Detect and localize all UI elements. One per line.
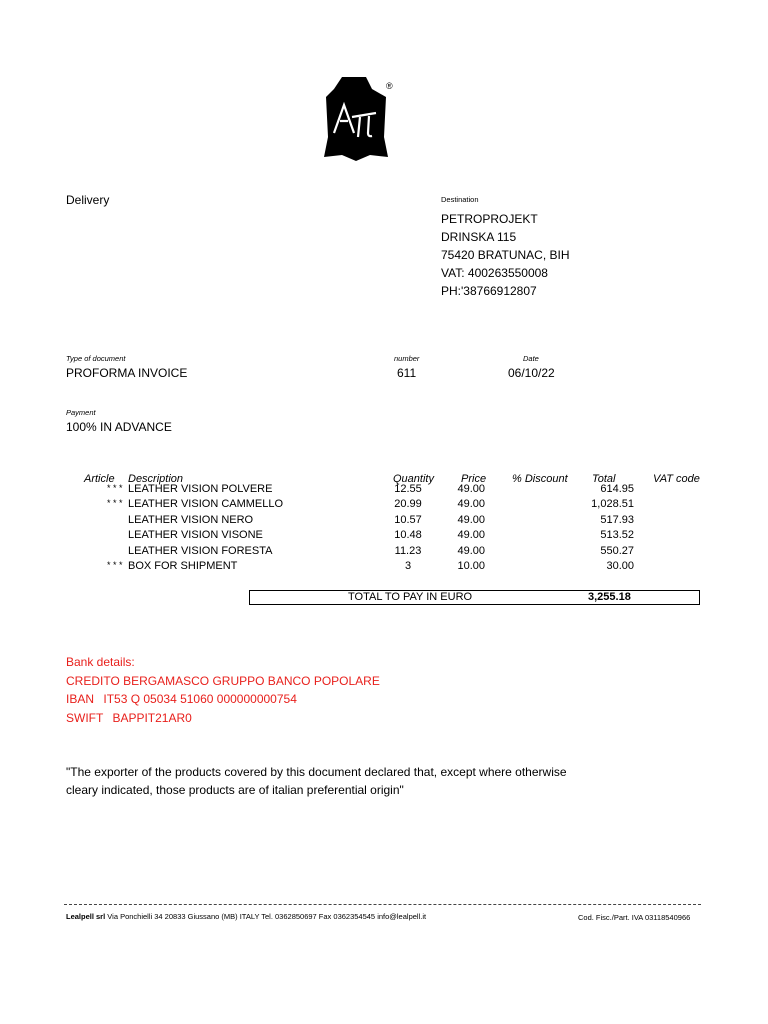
swift-value: BAPPIT21AR0 [112,710,192,725]
row-description: LEATHER VISION CAMMELLO [128,498,284,511]
header-description: Description [128,473,184,485]
row-quantity: 12.55 [394,483,422,495]
header-total: Total [592,473,616,485]
row-total: 1,028.51 [591,498,634,511]
row-price: 10.00 [457,559,485,572]
destination-line: 75420 BRATUNAC, BIH [441,248,570,262]
row-price: 49.00 [457,513,485,526]
document-number-value: 611 [397,366,417,380]
footer-company-info [66,912,426,921]
table-row [0,514,768,529]
header-quantity: Quantity [393,473,434,485]
bank-details [66,653,380,727]
table-row [0,483,768,498]
company-logo [322,75,398,163]
iban-label: IBAN [66,692,95,706]
table-row [0,529,768,544]
row-description: BOX FOR SHIPMENT [128,559,238,572]
bank-swift [66,709,380,728]
row-quantity: 10.57 [394,513,422,526]
document-type-label: Type of document [66,354,126,363]
row-total: 550.27 [600,544,634,557]
table-row [0,545,768,560]
destination-label: Destination [441,195,479,204]
row-description: LEATHER VISION NERO [128,513,254,526]
row-description: LEATHER VISION FORESTA [128,544,273,557]
destination-line: DRINSKA 115 [441,230,517,244]
declaration-line: cleary indicated, those products are of italian preferential origin" [66,783,404,797]
total-value: 3,255.18 [588,591,631,603]
registered-mark: ® [386,81,393,91]
iban-value: IT53 Q 05034 51060 000000000754 [103,692,297,706]
document-type-value: PROFORMA INVOICE [66,366,188,380]
row-article: * * * [107,498,123,509]
total-label: TOTAL TO PAY IN EURO [348,591,473,603]
table-row [0,560,768,575]
header-vat-code: VAT code [653,473,700,485]
table-row [0,498,768,513]
table-header [0,473,768,483]
header-price: Price [461,473,487,485]
swift-label: SWIFT [66,710,104,725]
row-article: * * * [107,483,123,493]
bank-name: CREDITO BERGAMASCO GRUPPO BANCO POPOLARE [66,673,380,688]
row-quantity: 11.23 [394,544,422,557]
row-price: 49.00 [457,498,485,511]
bank-iban [66,690,380,709]
header-article: Article [84,473,115,485]
row-quantity: 3 [404,559,412,572]
table-body [0,483,768,575]
destination-line: PETROPROJEKT [441,212,538,226]
document-date-value: 06/10/22 [508,366,555,380]
payment-value: 100% IN ADVANCE [66,420,172,434]
row-total: 513.52 [600,529,634,542]
origin-declaration [66,763,567,799]
row-article: * * * [107,559,123,570]
document-number-label: number [394,354,420,363]
row-description: LEATHER VISION VISONE [128,529,263,542]
row-quantity: 20.99 [394,498,422,511]
row-description: LEATHER VISION POLVERE [128,483,273,495]
footer-company: Lealpell srl [66,912,106,921]
footer-address: Via Ponchielli 34 20833 Giussano (MB) ITALY Tel. 0362850697 Fax 0362354545 info@lealpell.it [107,912,427,921]
payment-label: Payment [66,408,96,417]
declaration-line: "The exporter of the products covered by this document declared that, except where otherwise [66,765,567,779]
destination-line: VAT: 400263550008 [441,266,548,280]
row-price: 49.00 [457,544,485,557]
row-quantity: 10.48 [394,529,422,542]
row-total: 614.95 [600,483,634,495]
footer-fiscal-code: Cod. Fisc./Part. IVA 03118540966 [578,913,691,922]
row-price: 49.00 [457,483,485,495]
header-discount: % Discount [512,473,568,485]
row-price: 49.00 [457,529,485,542]
destination-address [441,210,570,300]
delivery-label: Delivery [66,193,110,207]
document-date-label: Date [523,354,539,363]
total-box [249,590,700,605]
row-total: 517.93 [600,513,634,526]
footer-divider [64,904,701,905]
destination-line: PH:'38766912807 [441,284,537,298]
row-total: 30.00 [606,559,634,572]
bank-title: Bank details: [66,655,135,669]
